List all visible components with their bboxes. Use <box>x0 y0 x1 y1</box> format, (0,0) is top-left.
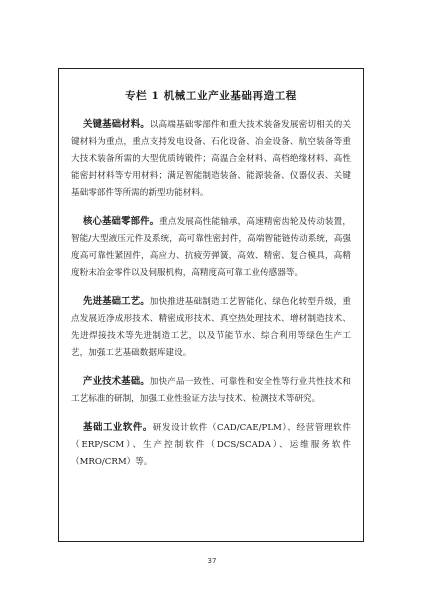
section-industrial-technology <box>71 373 351 408</box>
section-heading: 核心基础零部件。 <box>83 216 160 227</box>
section-body: 以高端基础零部件和重大技术装备发展密切相关的关键材料为重点，重点支持发电设备、石化设备、冶金设备、航空装备等重大技术装备所需的大型优质铸锻件；高温合金材料、高档绝缘材料、高性能密封材料等专用材料；满足智能制造装备、能源装备、仪器仪表、关键基础零部件等所需的新型功能材料。 <box>71 120 351 198</box>
sidebar-box <box>58 68 364 542</box>
section-heading: 关键基础材料。 <box>83 119 150 130</box>
page-number: 37 <box>207 557 217 565</box>
section-body: 加快推进基础制造工艺智能化、绿色化转型升级，重点发展近净成形技术、精密成形技术、真空热处理技术、增材制造技术、先进焊接技术等先进制造工艺，以及节能节水、综合利用等绿色生产工艺，加强工艺基础数据库建设。 <box>71 297 351 358</box>
section-body: 加快产品一致性、可靠性和安全性等行业共性技术和工艺标准的研制，加强工业性验证方法与技术、检测技术等研究。 <box>71 377 351 404</box>
section-body: 研发设计软件（CAD/CAE/PLM）、经营管理软件（ERP/SCM）、生产控制软件（DCS/SCADA）、运维服务软件（MRO/CRM）等。 <box>71 423 351 467</box>
section-advanced-processes <box>71 293 351 362</box>
section-heading: 基础工业软件。 <box>83 422 153 433</box>
section-body: 重点发展高性能轴承，高速精密齿轮及传动装置，智能/大型液压元件及系统，高可靠性密封件，高端智能链传动系统，高强度高可靠性紧固件，高应力、抗疲劳弹簧，高效、精密、复合模具，高精度粉末冶金零件以及伺服机构，高精度高可靠工业传感器等。 <box>71 217 351 278</box>
box-title: 专栏 1 机械工业产业基础再造工程 <box>125 90 297 102</box>
section-heading: 产业技术基础。 <box>83 376 150 387</box>
section-core-components <box>71 213 351 282</box>
section-industrial-software <box>71 419 351 471</box>
section-heading: 先进基础工艺。 <box>83 296 150 307</box>
section-key-materials <box>71 116 351 202</box>
